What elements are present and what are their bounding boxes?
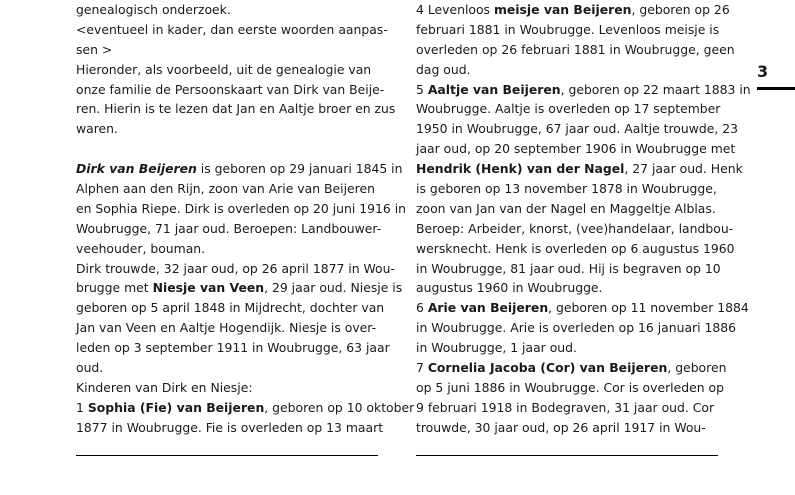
text-line: veehouder, bouman. [76, 240, 206, 256]
text-line: oud. [76, 360, 104, 376]
left-column [76, 0, 415, 438]
text-line: genealogisch onderzoek. [76, 2, 231, 17]
child-number: 7 [416, 360, 428, 376]
text-span: is geboren op 29 januari 1845 in [196, 161, 403, 177]
spouse-name: Niesje van Veen [152, 280, 265, 296]
text-line: geboren op 5 april 1848 in Mijdrecht, dochter van [76, 300, 385, 316]
right-column [416, 0, 751, 438]
text-span: 4 Levenloos [416, 2, 494, 17]
text-line [76, 398, 415, 418]
child-number: 1 [76, 399, 88, 415]
text-line: waren. [76, 121, 118, 137]
text-line: jaar oud, op 20 september 1906 in Woubrugge met [416, 141, 736, 157]
text-line: is geboren op 13 november 1878 in Woubrugge, [416, 181, 717, 197]
child-name: meisje van Beijeren [493, 2, 632, 17]
text-line: Beroep: Arbeider, knorst, (vee)handelaar, landbou- [416, 220, 734, 236]
text-span: , geboren op 10 oktober [264, 399, 415, 415]
text-line: 9 februari 1918 in Bodegraven, 31 jaar oud. Cor [416, 399, 715, 415]
paragraph-gap [76, 139, 381, 159]
text-line: ren. Hierin is te lezen dat Jan en Aaltje broer en zus [76, 101, 396, 117]
text-line: augustus 1960 in Woubrugge. [416, 280, 603, 296]
text-line: 1950 in Woubrugge, 67 jaar oud. Aaltje trouwde, 23 [416, 121, 739, 137]
page-number-bar [757, 87, 795, 90]
child-name: Aaltje van Beijeren [427, 81, 561, 97]
text-line: in Woubrugge. Arie is overleden op 16 januari 1886 [416, 320, 737, 336]
person-name: Dirk van Beijeren [76, 161, 197, 177]
text-line: dag oud. [416, 61, 471, 77]
text-line: op 5 juni 1886 in Woubrugge. Cor is overleden op [416, 379, 724, 395]
text-line: Woubrugge, 71 jaar oud. Beroepen: Landbouwer- [76, 220, 382, 236]
text-span: , geboren op 22 maart 1883 in [560, 81, 751, 97]
child-number: 6 [416, 300, 428, 316]
text-line: Kinderen van Dirk en Niesje: [76, 379, 253, 395]
text-line: februari 1881 in Woubrugge. Levenloos meisje is [416, 21, 720, 37]
text-span: , 27 jaar oud. Henk [624, 161, 743, 177]
text-line: Jan van Veen en Aaltje Hogendijk. Niesje is over- [76, 320, 377, 336]
text-span: brugge met [76, 280, 153, 296]
text-line: sen > [76, 41, 113, 57]
spouse-name: Hendrik (Henk) van der Nagel [416, 161, 625, 177]
text-span: , geboren op 11 november 1884 [548, 300, 749, 316]
text-line [76, 159, 403, 179]
text-span: , geboren [667, 360, 727, 376]
child-name: Sophia (Fie) van Beijeren [87, 399, 265, 415]
text-line: Alphen aan den Rijn, zoon van Arie van Beijeren [76, 181, 375, 197]
text-line: Woubrugge. Aaltje is overleden op 17 september [416, 101, 721, 117]
text-line: in Woubrugge, 1 jaar oud. [416, 340, 577, 356]
text-line: <eventueel in kader, dan eerste woorden aanpas- [76, 21, 388, 37]
child-name: Arie van Beijeren [427, 300, 549, 316]
footer-rule-left [76, 455, 378, 456]
text-line [416, 298, 749, 318]
text-line: wersknecht. Henk is overleden op 6 augustus 1960 [416, 240, 735, 256]
text-line: in Woubrugge, 81 jaar oud. Hij is begraven op 10 [416, 260, 721, 276]
child-number: 5 [416, 81, 428, 97]
text-line: onze familie de Persoonskaart van Dirk van Beije- [76, 81, 385, 97]
text-line [416, 159, 743, 179]
text-line [76, 278, 403, 298]
footer-rule-right [416, 455, 718, 456]
text-line: zoon van Jan van der Nagel en Maggeltje Alblas. [416, 200, 716, 216]
text-line: en Sophia Riepe. Dirk is overleden op 20 juni 1916 in [76, 200, 406, 216]
text-line: 1877 in Woubrugge. Fie is overleden op 13 maart [76, 419, 384, 435]
text-line [416, 0, 730, 20]
text-line [416, 358, 727, 378]
text-line: Dirk trouwde, 32 jaar oud, op 26 april 1877 in Wou- [76, 260, 395, 276]
text-line: overleden op 26 februari 1881 in Woubrugge, geen [416, 41, 735, 57]
text-line [416, 80, 751, 100]
child-name: Cornelia Jacoba (Cor) van Beijeren [427, 360, 668, 376]
text-line: Hieronder, als voorbeeld, uit de genealogie van [76, 61, 372, 77]
text-span: , 29 jaar oud. Niesje is [264, 280, 403, 296]
text-line: leden op 3 september 1911 in Woubrugge, 63 jaar [76, 340, 390, 356]
text-span: , geboren op 26 [631, 2, 730, 17]
page-number: 3 [757, 62, 769, 81]
text-line: trouwde, 30 jaar oud, op 26 april 1917 in Wou- [416, 419, 706, 435]
